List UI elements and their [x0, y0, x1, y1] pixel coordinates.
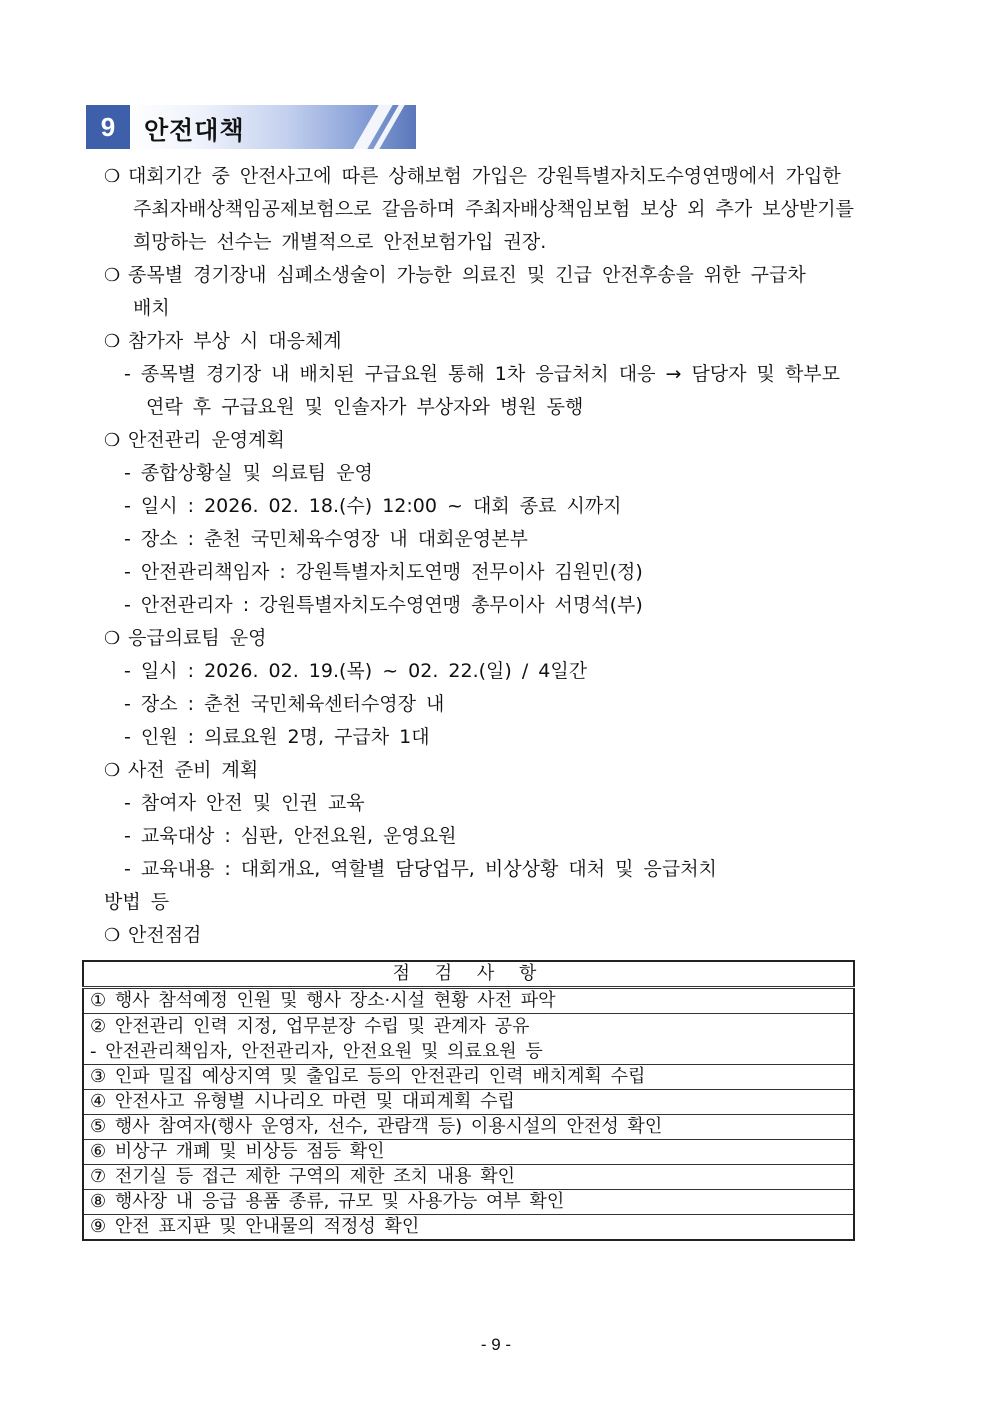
- table-row: [83, 1215, 854, 1241]
- sub-item: - 일시 : 2026. 02. 18.(수) 12:00 ~ 대회 종료 시까지: [124, 495, 622, 517]
- circle-bullet-icon: ❍: [104, 331, 121, 352]
- table-cell: ⑦ 전기실 등 접근 제한 구역의 제한 조치 내용 확인: [83, 1165, 854, 1190]
- circle-bullet-icon: ❍: [104, 760, 121, 781]
- list-item-text: 응급의료팀 운영: [128, 627, 267, 649]
- table-cell: ③ 인파 밀집 예상지역 및 출입로 등의 안전관리 인력 배치계획 수립: [83, 1065, 854, 1090]
- list-item-text: 안전관리 운영계획: [128, 429, 285, 451]
- table-row: [83, 1190, 854, 1215]
- sub-item: - 참여자 안전 및 인권 교육: [124, 792, 365, 814]
- list-item: [104, 923, 201, 948]
- table-cell: ④ 안전사고 유형별 시나리오 마련 및 대피계획 수립: [83, 1090, 854, 1115]
- circle-bullet-icon: ❍: [104, 628, 121, 649]
- table-row: [83, 988, 854, 1014]
- sub-item-continuation: 방법 등: [104, 891, 170, 913]
- sub-item: - 교육대상 : 심판, 안전요원, 운영요원: [124, 825, 457, 847]
- sub-item: - 안전관리책임자 : 강원특별자치도연맹 전무이사 김원민(정): [124, 561, 643, 583]
- table-row: [83, 1039, 854, 1065]
- list-item-text: 종목별 경기장내 심폐소생술이 가능한 의료진 및 긴급 안전후송을 위한 구급차: [128, 264, 806, 286]
- table-row: [83, 1014, 854, 1040]
- table-cell: ⑨ 안전 표지판 및 안내물의 적정성 확인: [83, 1215, 854, 1241]
- sub-item: - 인원 : 의료요원 2명, 구급차 1대: [124, 726, 430, 748]
- list-item-text: 참가자 부상 시 대응체계: [128, 330, 342, 352]
- inspection-table: [82, 960, 855, 1241]
- list-item: [104, 626, 267, 651]
- circle-bullet-icon: ❍: [104, 265, 121, 286]
- table-cell: ⑧ 행사장 내 응급 용품 종류, 규모 및 사용가능 여부 확인: [83, 1190, 854, 1215]
- sub-item-continuation: 연락 후 구급요원 및 인솔자가 부상자와 병원 동행: [146, 396, 584, 418]
- sub-item: - 장소 : 춘천 국민체육수영장 내 대회운영본부: [124, 528, 528, 550]
- sub-item: - 일시 : 2026. 02. 19.(목) ~ 02. 22.(일) / 4일간: [124, 660, 588, 682]
- table-row: [83, 1065, 854, 1090]
- table-row: [83, 1140, 854, 1165]
- circle-bullet-icon: ❍: [104, 925, 121, 946]
- list-item-text: 사전 준비 계획: [128, 759, 259, 781]
- section-header: [86, 105, 416, 149]
- section-number: 9: [86, 105, 130, 149]
- table-cell: - 안전관리책임자, 안전관리자, 안전요원 및 의료요원 등: [83, 1039, 854, 1065]
- table-row: [83, 1165, 854, 1190]
- table-cell: ① 행사 참석예정 인원 및 행사 장소·시설 현황 사전 파악: [83, 988, 854, 1014]
- list-item: [104, 758, 258, 783]
- list-item-continuation: 주최자배상책임공제보험으로 갈음하며 주최자배상책임보험 보상 외 추가 보상받기를: [133, 198, 854, 220]
- circle-bullet-icon: ❍: [104, 166, 121, 187]
- table-cell: ② 안전관리 인력 지정, 업무분장 수립 및 관계자 공유: [83, 1014, 854, 1040]
- list-item: [104, 428, 285, 453]
- list-item-continuation: 희망하는 선수는 개별적으로 안전보험가입 권장.: [133, 231, 547, 253]
- list-item-continuation: 배치: [133, 297, 170, 319]
- sub-item: - 종목별 경기장 내 배치된 구급요원 통해 1차 응급처치 대응 → 담당자 및 학부모: [124, 363, 840, 385]
- table-row: [83, 1115, 854, 1140]
- list-item-text: 대회기간 중 안전사고에 따른 상해보험 가입은 강원특별자치도수영연맹에서 가입한: [128, 165, 841, 187]
- sub-item: - 장소 : 춘천 국민체육센터수영장 내: [124, 693, 445, 715]
- table-header-row: [83, 961, 854, 988]
- list-item: [104, 263, 806, 288]
- page-number: - 9 -: [480, 1335, 512, 1354]
- table-cell: ⑤ 행사 참여자(행사 운영자, 선수, 관람객 등) 이용시설의 안전성 확인: [83, 1115, 854, 1140]
- sub-item: - 종합상황실 및 의료팀 운영: [124, 462, 373, 484]
- list-item: [104, 329, 342, 354]
- table-row: [83, 1090, 854, 1115]
- list-item: [104, 164, 841, 189]
- section-title: 안전대책: [144, 116, 245, 145]
- list-item-text: 안전점검: [128, 924, 202, 946]
- table-cell: ⑥ 비상구 개폐 및 비상등 점등 확인: [83, 1140, 854, 1165]
- circle-bullet-icon: ❍: [104, 430, 121, 451]
- table-header: 점 검 사 항: [83, 961, 854, 988]
- section-title-bar: [130, 105, 416, 149]
- sub-item: - 교육내용 : 대회개요, 역할별 담당업무, 비상상황 대처 및 응급처치: [124, 858, 717, 880]
- sub-item: - 안전관리자 : 강원특별자치도수영연맹 총무이사 서명석(부): [124, 594, 643, 616]
